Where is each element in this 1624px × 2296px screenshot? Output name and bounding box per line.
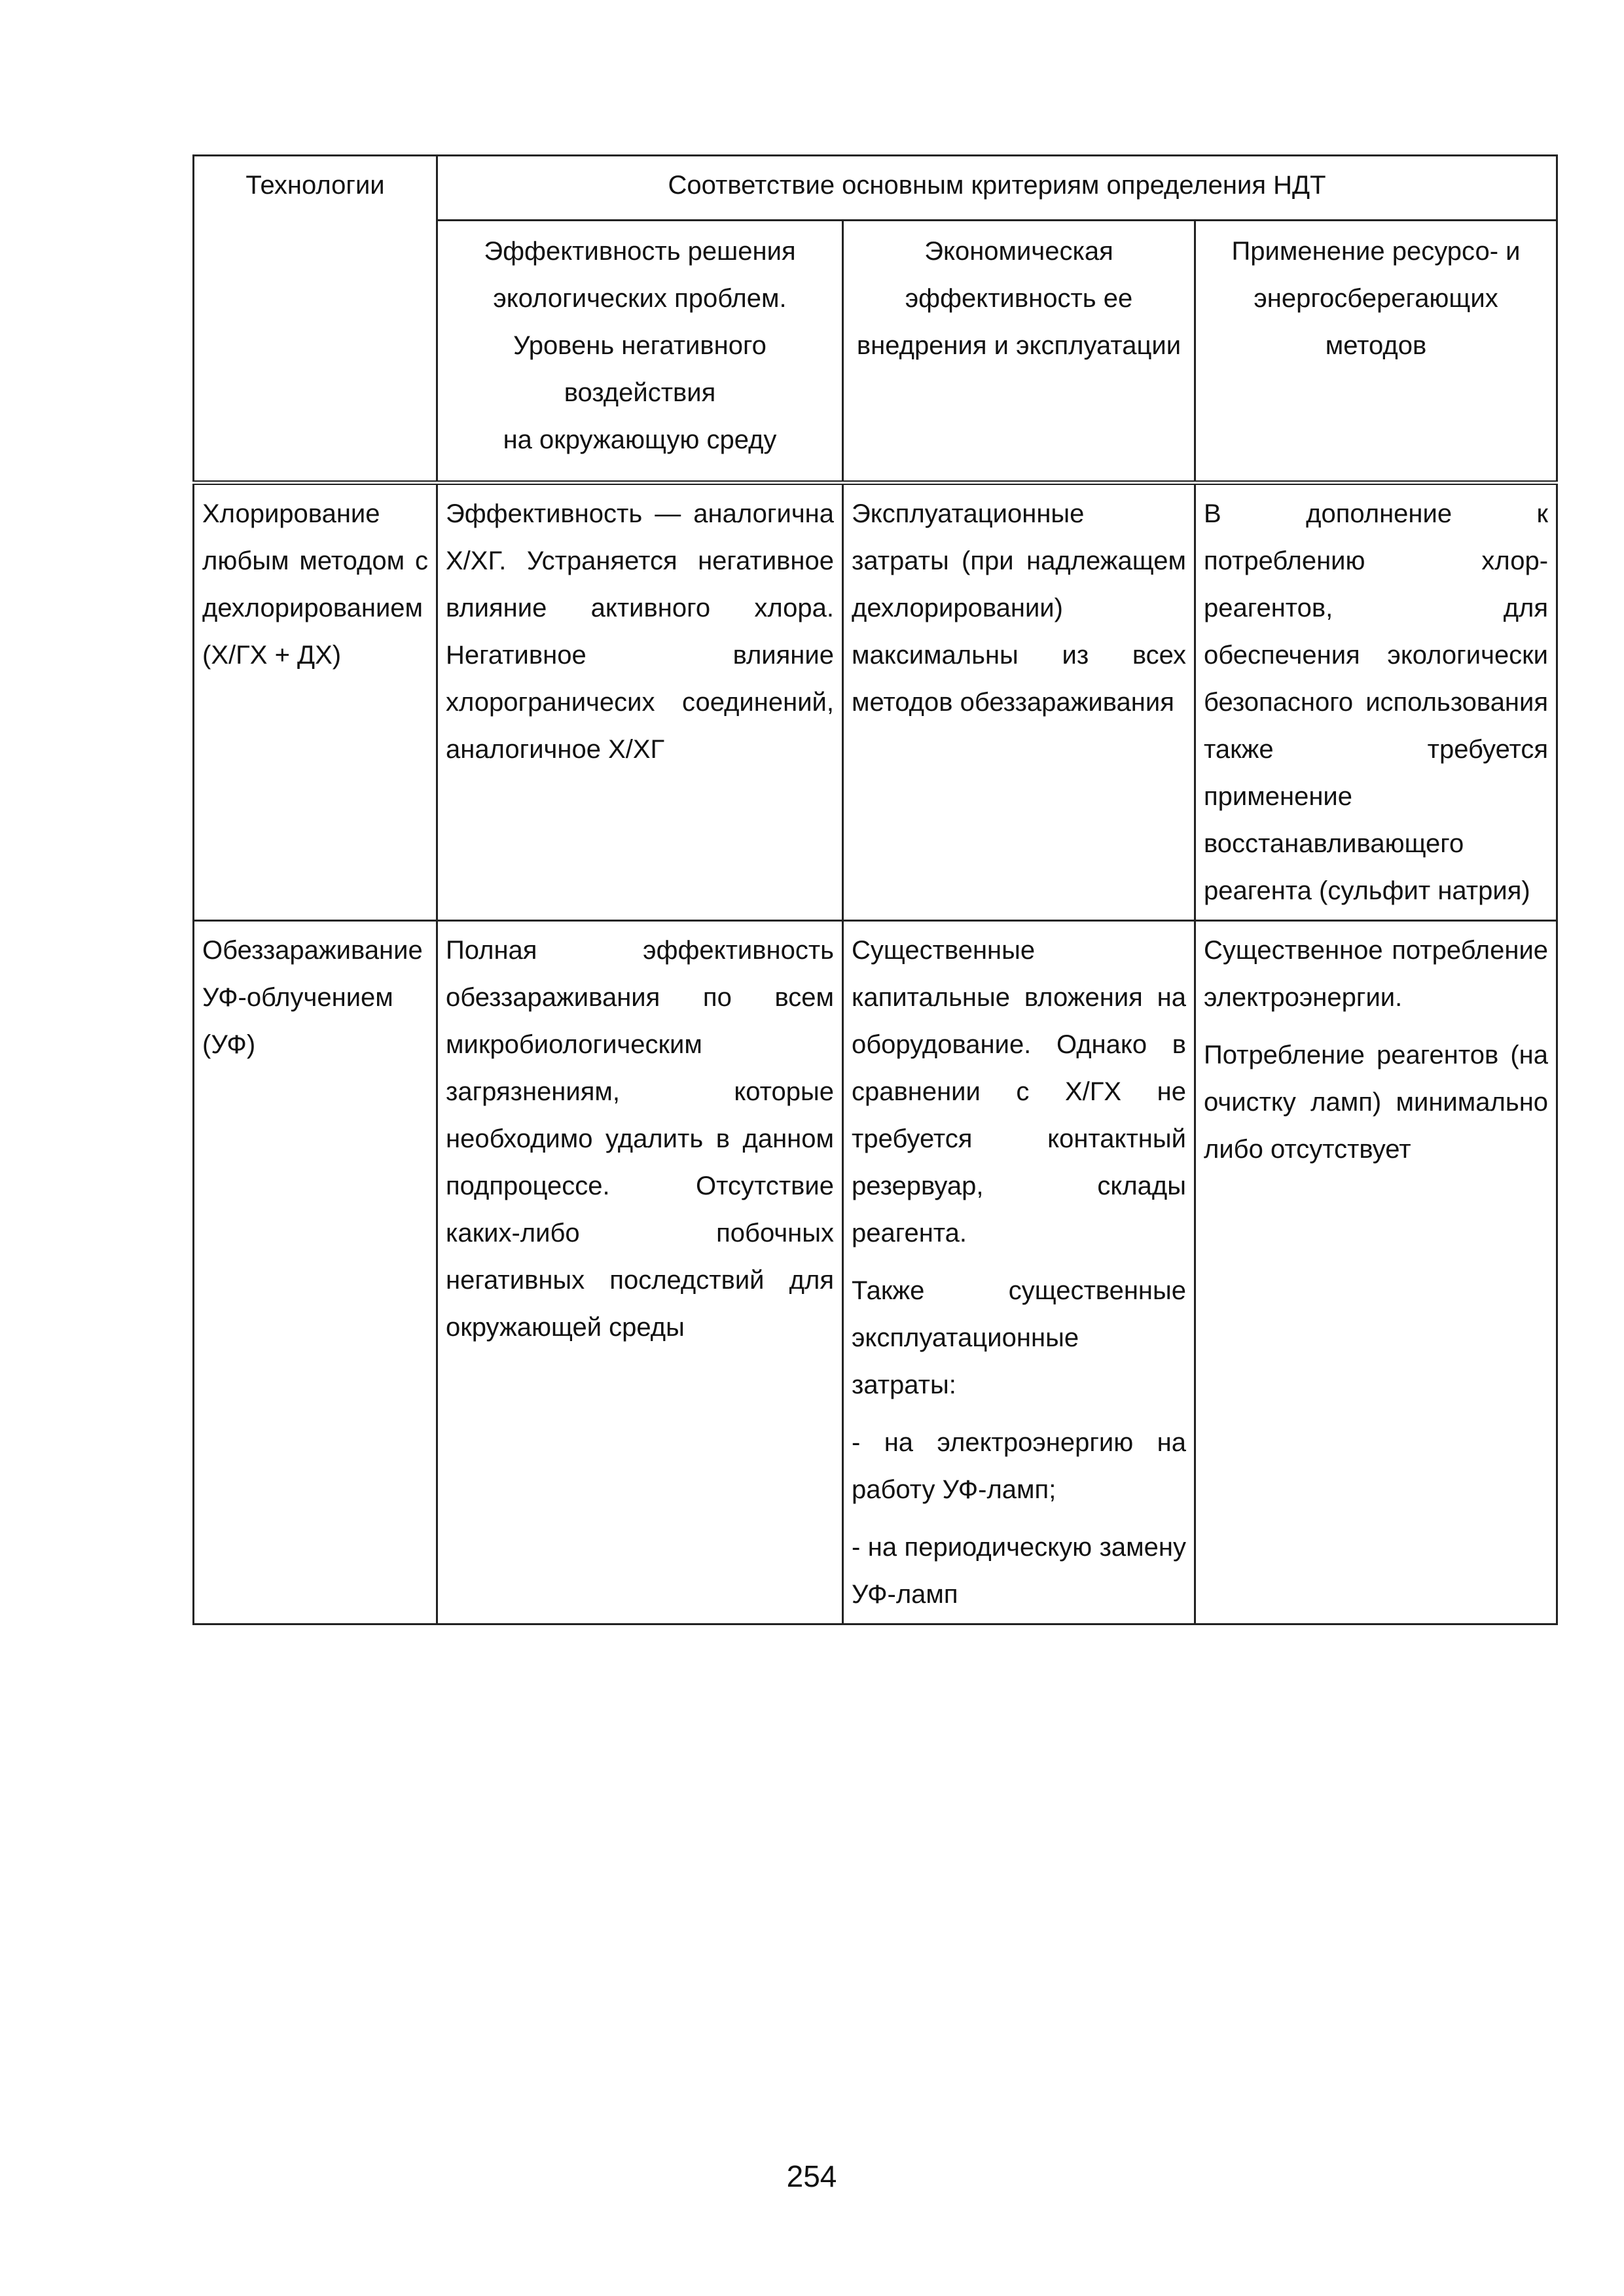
row1-ecology: Эффективность — аналогична Х/ХГ. Устраняется негативное влияние активного хлора. Негативное влияние хлорограничесих соединений, аналогичное Х/ХГ (437, 483, 843, 921)
header-technologies: Технологии (194, 156, 437, 483)
page-number: 254 (786, 2159, 837, 2193)
row1-economy (843, 483, 1195, 921)
ndt-criteria-table (192, 154, 1558, 1625)
table-row (194, 483, 1557, 921)
row2-economy-p4: - на периодическую замену УФ-ламп (852, 1533, 1186, 1609)
row2-resource-p1: Существенное потребление электроэнергии. (1204, 936, 1549, 1012)
header-economy: Экономическая эффективность ее внедрения и эксплуатации (843, 221, 1195, 483)
row1-resource-p1: В дополнение к потреблению хлор-реагентов, для обеспечения экологически безопасного использования также требуется применение восстанавливающего реагента (сульфит натрия) (1204, 499, 1549, 905)
header-resource: Применение ресурсо- и энергосберегающих методов (1195, 221, 1557, 483)
row2-ecology: Полная эффективность обеззараживания по всем микробиологическим загрязнениям, которые необходимо удалить в данном подпроцессе. Отсутствие каких-либо побочных негативных последствий для окружающей среды (437, 921, 843, 1624)
row2-economy-p3: - на электроэнергию на работу УФ-ламп; (852, 1428, 1186, 1504)
row1-economy-p1: Эксплуатационные затраты (при надлежащем дехлорировании) максимальны из всех методов обеззараживания (852, 499, 1186, 717)
row2-economy (843, 921, 1195, 1624)
header-ecology: Эффективность решения экологических проблем. Уровень негативного воздействия на окружающую среду (437, 221, 843, 483)
row2-tech: Обеззараживание УФ-облучением (УФ) (194, 921, 437, 1624)
row2-economy-p1: Существенные капитальные вложения на оборудование. Однако в сравнении с Х/ГХ не требуется контактный резервуар, склады реагента. (852, 936, 1186, 1247)
row1-tech: Хлорирование любым методом с дехлорированием (Х/ГХ + ДХ) (194, 483, 437, 921)
row1-resource (1195, 483, 1557, 921)
row2-economy-p2: Также существенные эксплуатационные затраты: (852, 1276, 1186, 1399)
row2-resource-p2: Потребление реагентов (на очистку ламп) минимально либо отсутствует (1204, 1041, 1549, 1164)
table-row (194, 921, 1557, 1624)
row2-resource (1195, 921, 1557, 1624)
header-criteria: Соответствие основным критериям определения НДТ (437, 156, 1557, 221)
